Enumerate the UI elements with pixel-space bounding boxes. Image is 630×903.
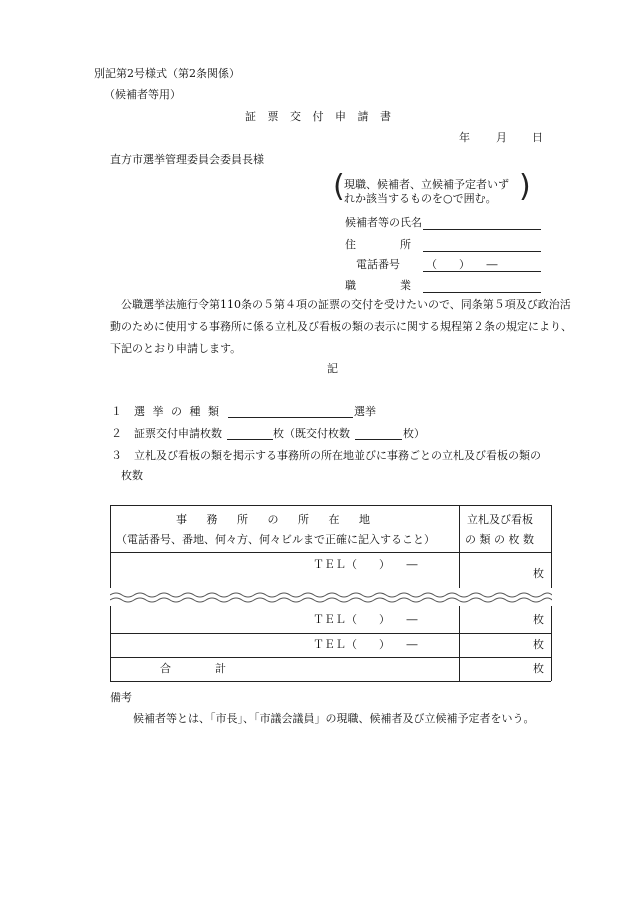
- item2-label: 証票交付申請枚数: [134, 427, 222, 440]
- item2-unit: 枚（既交付枚数: [273, 427, 350, 440]
- right-paren-icon: ): [519, 169, 531, 204]
- item1-number: １: [111, 405, 122, 418]
- form-target: （候補者等用）: [104, 88, 181, 101]
- item3-line1: 立札及び看板の類を掲示する事務所の所在地並びに事務ごとの立札及び看板の類の: [134, 449, 541, 462]
- table-right-border-upper: [551, 505, 552, 588]
- item3-line2: 枚数: [121, 469, 143, 482]
- address-label: 住 所: [345, 238, 411, 251]
- omission-wave: [110, 589, 552, 607]
- remarks-heading: 備考: [110, 691, 132, 704]
- item1-label: 選 挙 の 種 類: [134, 405, 221, 418]
- phone-label: 電話番号: [356, 258, 400, 271]
- table-col2-header2: の 類 の 枚 数: [465, 533, 534, 546]
- table-right-border-lower: [551, 606, 552, 681]
- status-note-line1: 現職、候補者、立候補予定者いず: [344, 178, 509, 191]
- election-type-field[interactable]: [228, 417, 353, 418]
- item1-suffix: 選挙: [354, 405, 376, 418]
- table-divider-lower: [459, 606, 460, 681]
- form-number: 別記第2号様式（第2条関係）: [94, 67, 240, 80]
- table-col1-subheader: （電話番号、番地、何々方、何々ビルまで正確に記入すること）: [116, 533, 435, 546]
- table-top-border: [110, 505, 551, 506]
- row1-tel: ＴＥＬ（ ） ―: [313, 558, 418, 571]
- job-field[interactable]: [423, 292, 541, 293]
- name-field[interactable]: [423, 229, 541, 230]
- status-note-line2: れか該当するものを○で囲む。: [344, 192, 497, 205]
- addressee: 直方市選挙管理委員会委員長様: [110, 153, 264, 166]
- table-left-border-upper: [110, 505, 111, 588]
- row3-unit: 枚: [533, 638, 544, 651]
- row1-unit: 枚: [533, 567, 544, 580]
- item2-end: 枚）: [403, 427, 425, 440]
- table-row-divider-2: [110, 657, 551, 658]
- total-unit: 枚: [533, 662, 544, 675]
- table-col1-header: 事 務 所 の 所 在 地: [176, 513, 378, 526]
- name-label: 候補者等の氏名: [345, 216, 422, 229]
- table-row-divider-1: [110, 633, 551, 634]
- page-title: 証 票 交 付 申 請 書: [245, 110, 395, 123]
- item3-number: ３: [111, 449, 122, 462]
- date-day-label: 日: [532, 131, 543, 144]
- remarks-text: 候補者等とは、「市長」、「市議会議員」の現職、候補者及び立候補予定者をいう。: [133, 712, 535, 725]
- table-divider-upper: [459, 505, 460, 588]
- row2-tel: ＴＥＬ（ ） ―: [313, 613, 418, 626]
- table-col2-header1: 立札及び看板: [467, 513, 533, 526]
- phone-template: （ ） ―: [426, 258, 498, 271]
- ki-label: 記: [327, 362, 338, 375]
- application-paragraph: 公職選挙法施行令第110条の５第４項の証票の交付を受けたいので、同条第５項及び政治活動のために使用する事務所に係る立札及び看板の類の表示に関する規程第２条の規定により、下記のとおり申請します。: [110, 298, 572, 355]
- left-paren-icon: (: [333, 169, 345, 204]
- issued-count-field[interactable]: [355, 439, 402, 440]
- table-left-border-lower: [110, 606, 111, 681]
- table-bottom-border: [110, 681, 551, 682]
- requested-count-field[interactable]: [227, 439, 273, 440]
- item2-number: ２: [111, 427, 122, 440]
- date-month-label: 月: [496, 131, 507, 144]
- row3-tel: ＴＥＬ（ ） ―: [313, 638, 418, 651]
- total-label: 合 計: [160, 662, 226, 675]
- date-year-label: 年: [459, 131, 470, 144]
- row2-unit: 枚: [533, 613, 544, 626]
- address-field[interactable]: [423, 251, 541, 252]
- table-header-bottom: [110, 552, 551, 553]
- job-label: 職 業: [345, 279, 411, 292]
- phone-field[interactable]: [423, 271, 541, 272]
